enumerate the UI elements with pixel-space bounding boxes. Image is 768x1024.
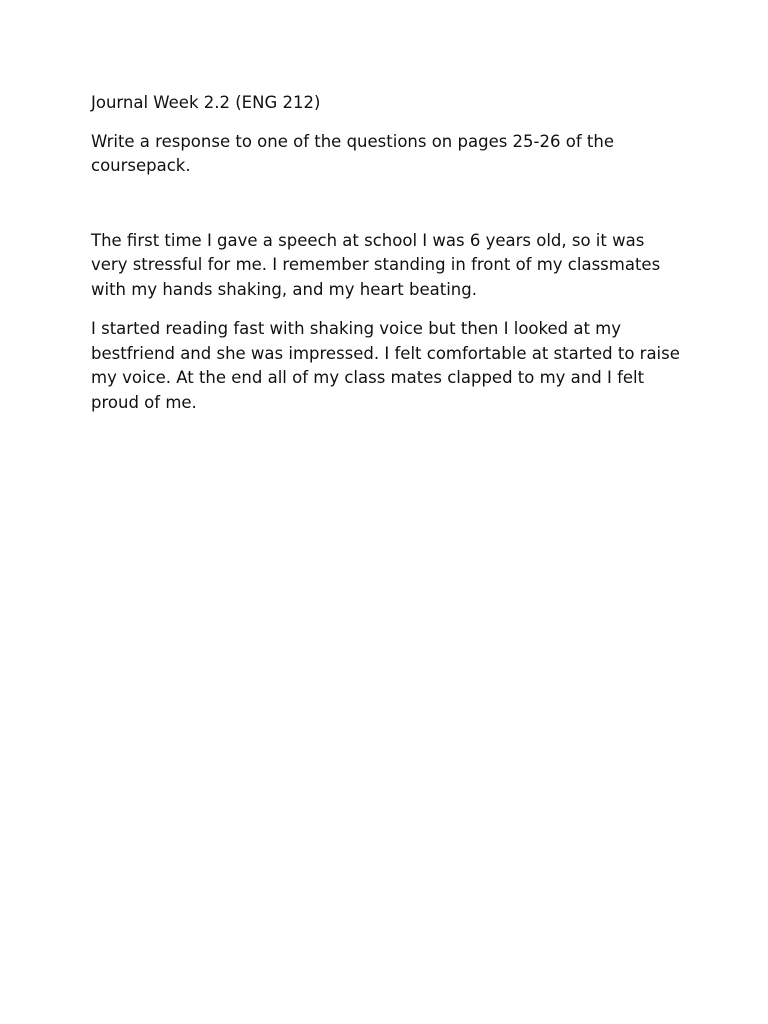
document-body [91,91,681,415]
body-paragraph-1: The first time I gave a speech at school I was 6 years old, so it was very stressful for me. I remember standing in front of my classmates with my hands shaking, and my heart beating. [91,230,661,299]
assignment-prompt: Write a response to one of the questions on pages 25-26 of the coursepack. [91,131,614,175]
body-paragraph-2: I started reading fast with shaking voice but then I looked at my bestfriend and she was impressed. I felt comfortable at started to raise my voice. At the end all of my class mates clapped to my and I felt proud of me. [91,319,680,412]
document-heading: Journal Week 2.2 (ENG 212) [91,93,321,112]
